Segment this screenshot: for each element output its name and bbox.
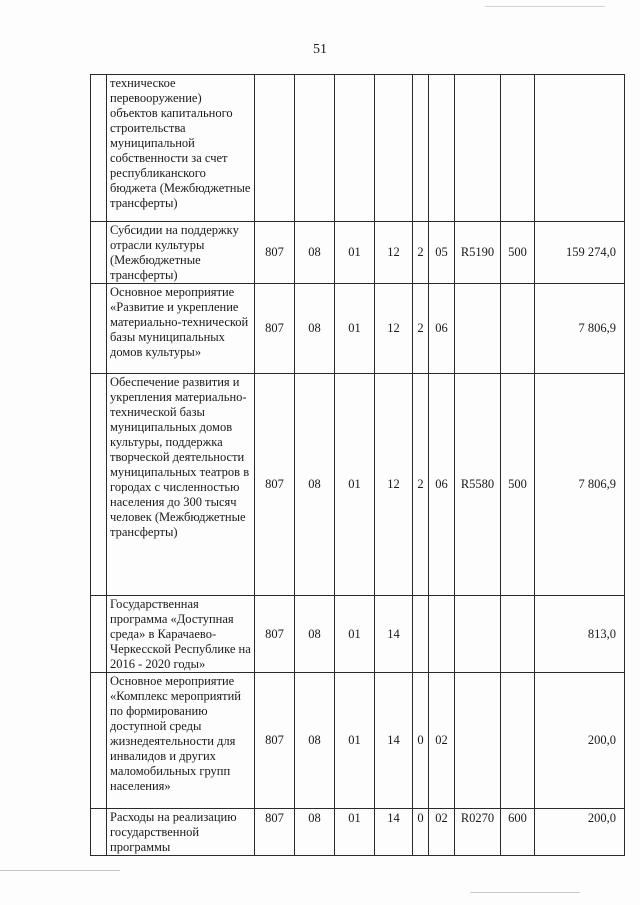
direction-code-cell	[455, 75, 501, 222]
amount-cell: 200,0	[535, 673, 625, 809]
expense-type-cell: 600	[501, 809, 535, 856]
subprogram-code-cell: 2	[413, 284, 429, 374]
number-cell	[91, 596, 107, 673]
direction-code-cell: R0270	[455, 809, 501, 856]
section-code-cell	[295, 75, 335, 222]
table-row	[91, 374, 625, 596]
program-code-cell: 12	[375, 222, 413, 284]
expense-type-cell: 500	[501, 374, 535, 596]
activity-code-cell: 05	[429, 222, 455, 284]
page-number: 51	[313, 42, 327, 57]
section-code-cell: 08	[295, 809, 335, 856]
activity-code-cell	[429, 75, 455, 222]
number-cell	[91, 374, 107, 596]
table-row	[91, 75, 625, 222]
subprogram-code-cell: 0	[413, 673, 429, 809]
amount-cell	[535, 75, 625, 222]
direction-code-cell	[455, 284, 501, 374]
subprogram-code-cell	[413, 596, 429, 673]
direction-code-cell: R5580	[455, 374, 501, 596]
subsection-code-cell: 01	[335, 596, 375, 673]
number-cell	[91, 673, 107, 809]
expense-type-cell	[501, 75, 535, 222]
subprogram-code-cell	[413, 75, 429, 222]
expense-type-cell	[501, 284, 535, 374]
subprogram-code-cell: 2	[413, 222, 429, 284]
scan-artifact	[485, 6, 605, 7]
budget-table	[90, 74, 625, 856]
number-cell	[91, 222, 107, 284]
program-code-cell: 12	[375, 374, 413, 596]
grbs-code-cell: 807	[255, 284, 295, 374]
direction-code-cell	[455, 673, 501, 809]
amount-cell: 813,0	[535, 596, 625, 673]
section-code-cell: 08	[295, 222, 335, 284]
subsection-code-cell	[335, 75, 375, 222]
subprogram-code-cell: 0	[413, 809, 429, 856]
program-code-cell: 14	[375, 673, 413, 809]
expense-type-cell	[501, 673, 535, 809]
activity-code-cell: 02	[429, 673, 455, 809]
amount-cell: 7 806,9	[535, 374, 625, 596]
item-name-cell: техническое перевооружение) объектов капитального строительства муниципальной собственности за счет республиканского бюджета (Межбюджетные трансферты)	[107, 75, 255, 222]
program-code-cell: 14	[375, 809, 413, 856]
item-name-cell: Обеспечение развития и укрепления материально-технической базы муниципальных домов культуры, поддержка творческой деятельности муниципальных театров в городах с численностью населения до 300 тысяч человек (Межбюджетные трансферты)	[107, 374, 255, 596]
section-code-cell: 08	[295, 596, 335, 673]
number-cell	[91, 809, 107, 856]
grbs-code-cell: 807	[255, 596, 295, 673]
scan-artifact	[470, 892, 580, 893]
expense-type-cell	[501, 596, 535, 673]
subsection-code-cell: 01	[335, 673, 375, 809]
grbs-code-cell	[255, 75, 295, 222]
table-row	[91, 222, 625, 284]
table-row	[91, 596, 625, 673]
number-cell	[91, 284, 107, 374]
direction-code-cell: R5190	[455, 222, 501, 284]
amount-cell: 200,0	[535, 809, 625, 856]
subsection-code-cell: 01	[335, 809, 375, 856]
grbs-code-cell: 807	[255, 809, 295, 856]
subsection-code-cell: 01	[335, 222, 375, 284]
scan-artifact	[0, 870, 120, 871]
section-code-cell: 08	[295, 374, 335, 596]
item-name-cell: Субсидии на поддержку отрасли культуры (Межбюджетные трансферты)	[107, 222, 255, 284]
subprogram-code-cell: 2	[413, 374, 429, 596]
program-code-cell: 12	[375, 284, 413, 374]
program-code-cell: 14	[375, 596, 413, 673]
item-name-cell: Основное мероприятие «Комплекс мероприятий по формированию доступной среды жизнедеятельности для инвалидов и других маломобильных групп населения»	[107, 673, 255, 809]
activity-code-cell	[429, 596, 455, 673]
activity-code-cell: 06	[429, 374, 455, 596]
section-code-cell: 08	[295, 673, 335, 809]
subsection-code-cell: 01	[335, 284, 375, 374]
item-name-cell: Основное мероприятие «Развитие и укрепление материально-технической базы муниципальных домов культуры»	[107, 284, 255, 374]
activity-code-cell: 06	[429, 284, 455, 374]
grbs-code-cell: 807	[255, 222, 295, 284]
table-row	[91, 673, 625, 809]
item-name-cell: Государственная программа «Доступная среда» в Карачаево-Черкесской Республике на 2016 - 2020 годы»	[107, 596, 255, 673]
table-row	[91, 809, 625, 856]
activity-code-cell: 02	[429, 809, 455, 856]
expense-type-cell: 500	[501, 222, 535, 284]
table-row	[91, 284, 625, 374]
subsection-code-cell: 01	[335, 374, 375, 596]
grbs-code-cell: 807	[255, 673, 295, 809]
amount-cell: 159 274,0	[535, 222, 625, 284]
grbs-code-cell: 807	[255, 374, 295, 596]
section-code-cell: 08	[295, 284, 335, 374]
direction-code-cell	[455, 596, 501, 673]
program-code-cell	[375, 75, 413, 222]
number-cell	[91, 75, 107, 222]
amount-cell: 7 806,9	[535, 284, 625, 374]
item-name-cell: Расходы на реализацию государственной программы	[107, 809, 255, 856]
